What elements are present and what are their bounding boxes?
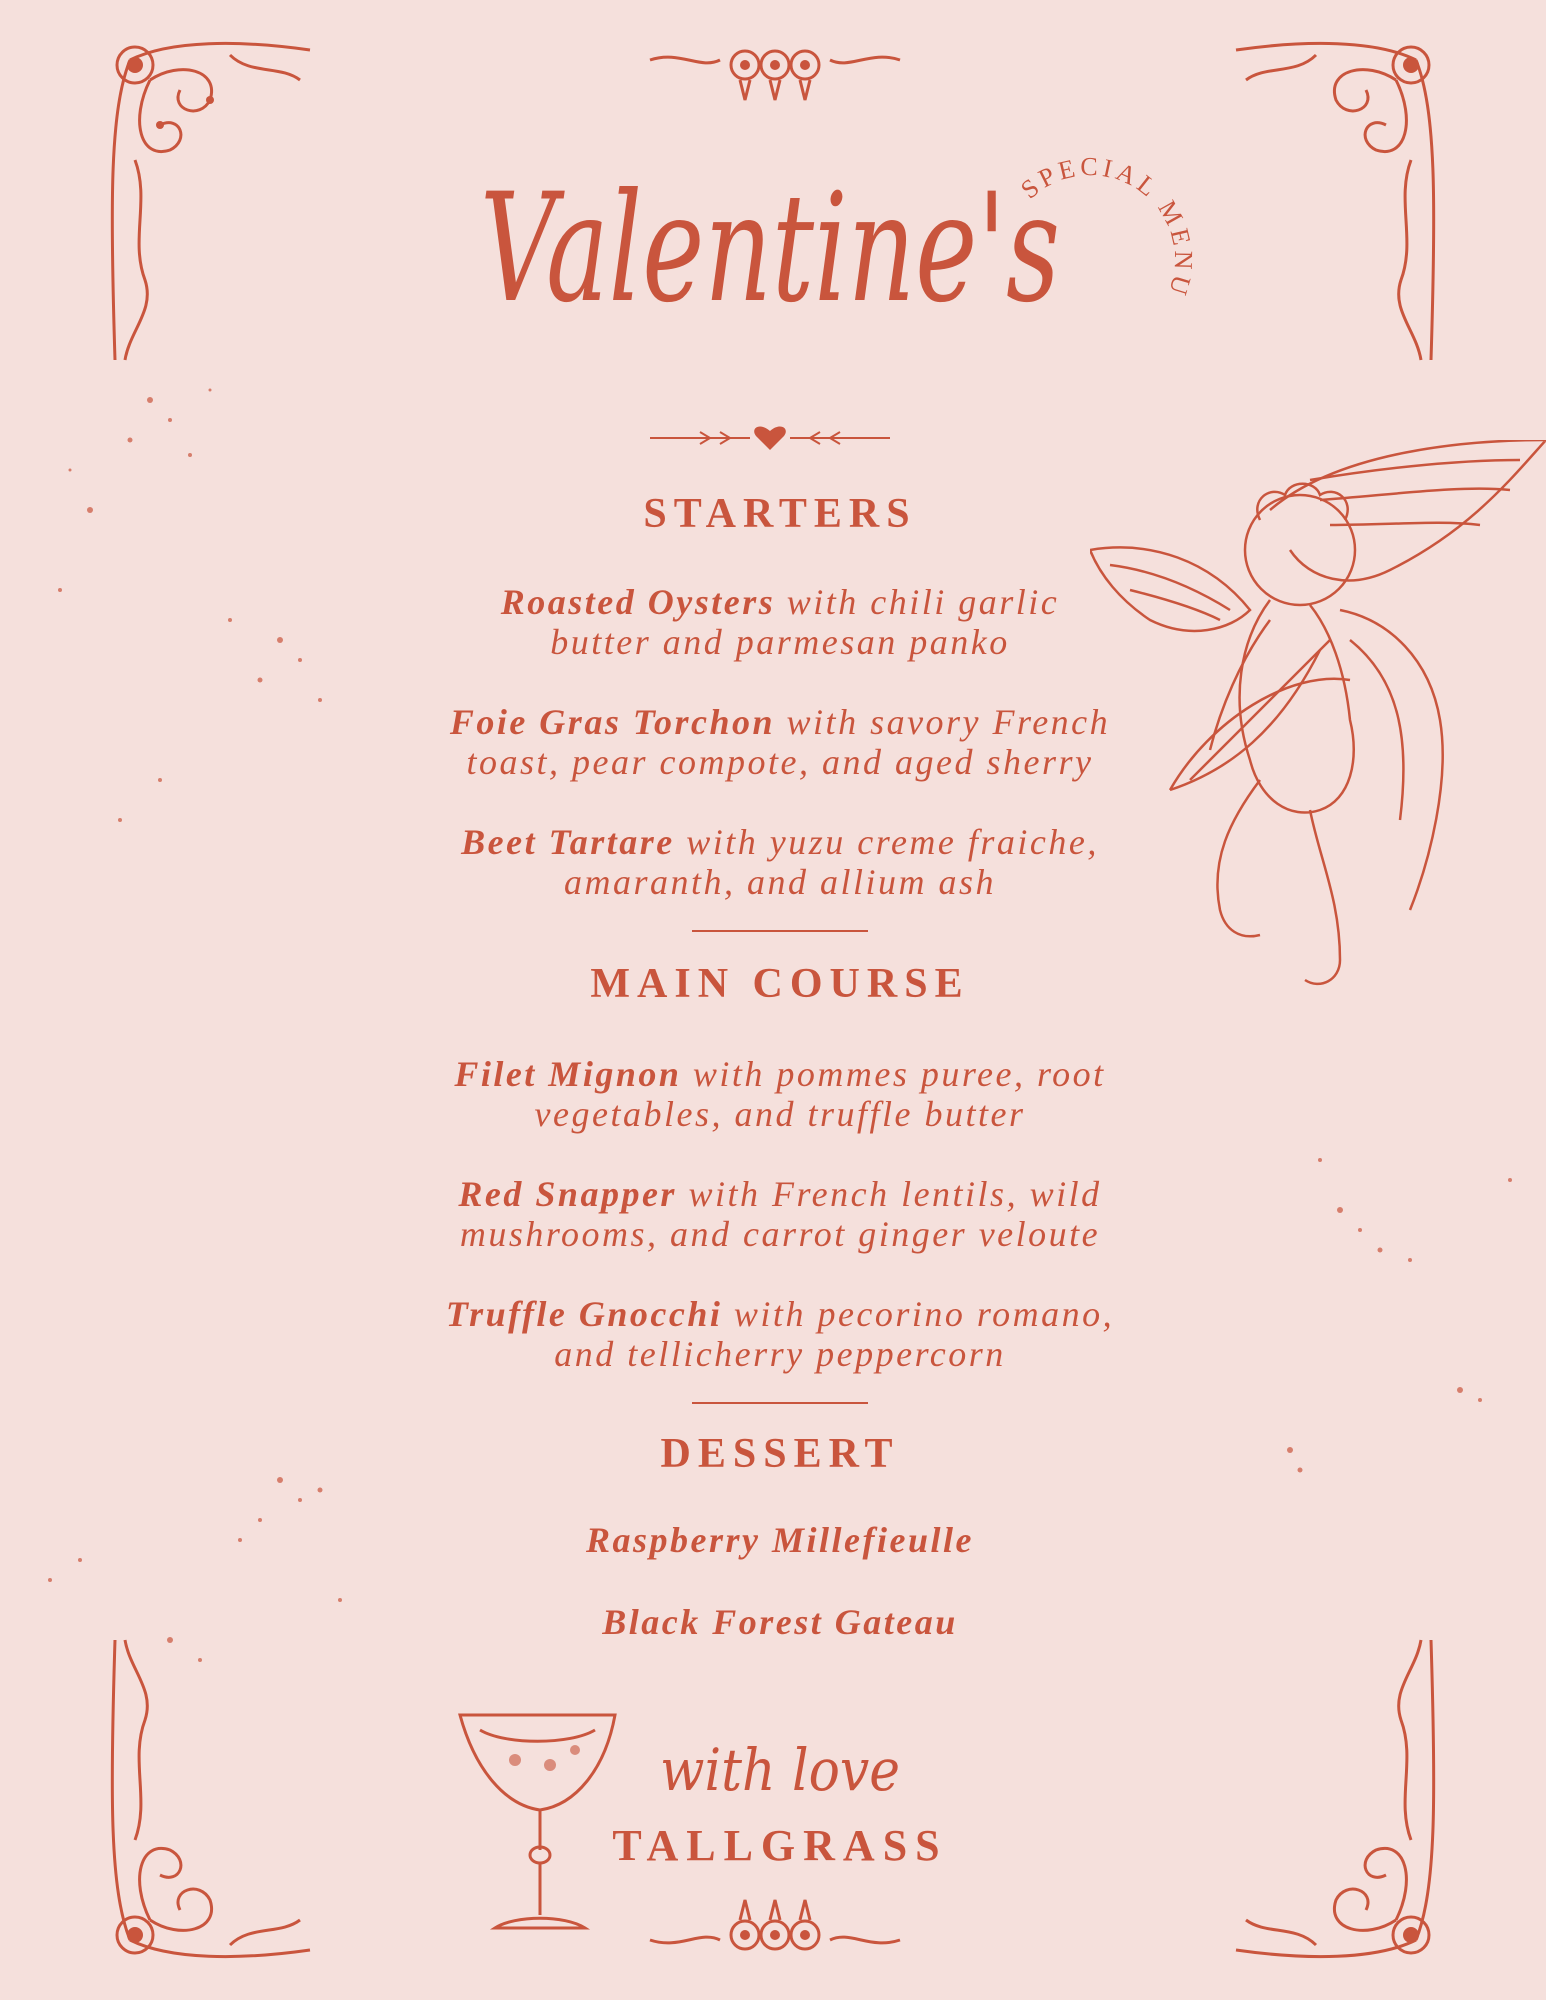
- menu-item-line2: amaranth, and allium ash: [563, 862, 997, 902]
- item-name: Foie Gras Torchon: [449, 702, 776, 742]
- menu-item: [380, 582, 1180, 622]
- menu-item: [380, 1294, 1180, 1334]
- title-script: [470, 100, 1090, 360]
- special-menu-badge: [1010, 140, 1210, 340]
- svg-text:SPECIAL MENU: [1015, 152, 1198, 302]
- item-name: Filet Mignon: [454, 1054, 682, 1094]
- item-desc: with pecorino romano,: [733, 1294, 1115, 1334]
- bottom-right-corner-ornament: [1226, 1630, 1456, 1980]
- menu-item: [380, 1520, 1180, 1560]
- section-title-main-course: MAIN COURSE: [590, 961, 970, 1007]
- heart-divider: [640, 418, 900, 458]
- item-desc: with yuzu creme fraiche,: [686, 822, 1099, 862]
- item-name: Raspberry Millefieulle: [586, 1520, 974, 1560]
- item-name: Beet Tartare: [461, 822, 675, 862]
- item-name: Roasted Oysters: [500, 582, 776, 622]
- section-title-dessert: DESSERT: [660, 1431, 900, 1477]
- item-name: Black Forest Gateau: [602, 1602, 958, 1642]
- speckle-texture-left: [30, 360, 350, 860]
- bottom-center-ornament: [640, 1890, 910, 1960]
- menu-item-line2: butter and parmesan panko: [550, 622, 1010, 662]
- menu-content: [380, 490, 1180, 1642]
- item-name: Truffle Gnocchi: [445, 1294, 723, 1334]
- speckle-texture-bottom-left: [20, 1440, 380, 1700]
- menu-item-line2: and tellicherry peppercorn: [554, 1334, 1006, 1374]
- menu-item: [380, 1054, 1180, 1094]
- brand-name: TALLGRASS: [612, 1821, 948, 1870]
- section-title-starters: STARTERS: [643, 491, 917, 537]
- top-right-corner-ornament: [1226, 20, 1456, 370]
- signoff-text: with love: [660, 1736, 900, 1804]
- speckle-texture-right: [1260, 1150, 1540, 1500]
- item-name: Red Snapper: [458, 1174, 677, 1214]
- heart-icon: [754, 427, 786, 450]
- item-desc: with chili garlic: [786, 582, 1060, 622]
- menu-item-line2: toast, pear compote, and aged sherry: [466, 742, 1094, 782]
- top-left-corner-ornament: [90, 20, 320, 370]
- item-desc: with pommes puree, root: [692, 1054, 1106, 1094]
- signoff-script: [650, 1725, 910, 1815]
- item-desc: with savory French: [786, 702, 1111, 742]
- menu-item-line2: mushrooms, and carrot ginger veloute: [459, 1214, 1101, 1254]
- menu-item: [380, 702, 1180, 742]
- menu-item-line2: vegetables, and truffle butter: [534, 1094, 1026, 1134]
- menu-title: Valentine's: [480, 162, 1060, 336]
- item-desc: with French lentils, wild: [688, 1174, 1102, 1214]
- special-menu-text: SPECIAL MENU: [1015, 152, 1199, 302]
- menu-item: [380, 1174, 1180, 1214]
- menu-item: [380, 822, 1180, 862]
- menu-item: [380, 1602, 1180, 1642]
